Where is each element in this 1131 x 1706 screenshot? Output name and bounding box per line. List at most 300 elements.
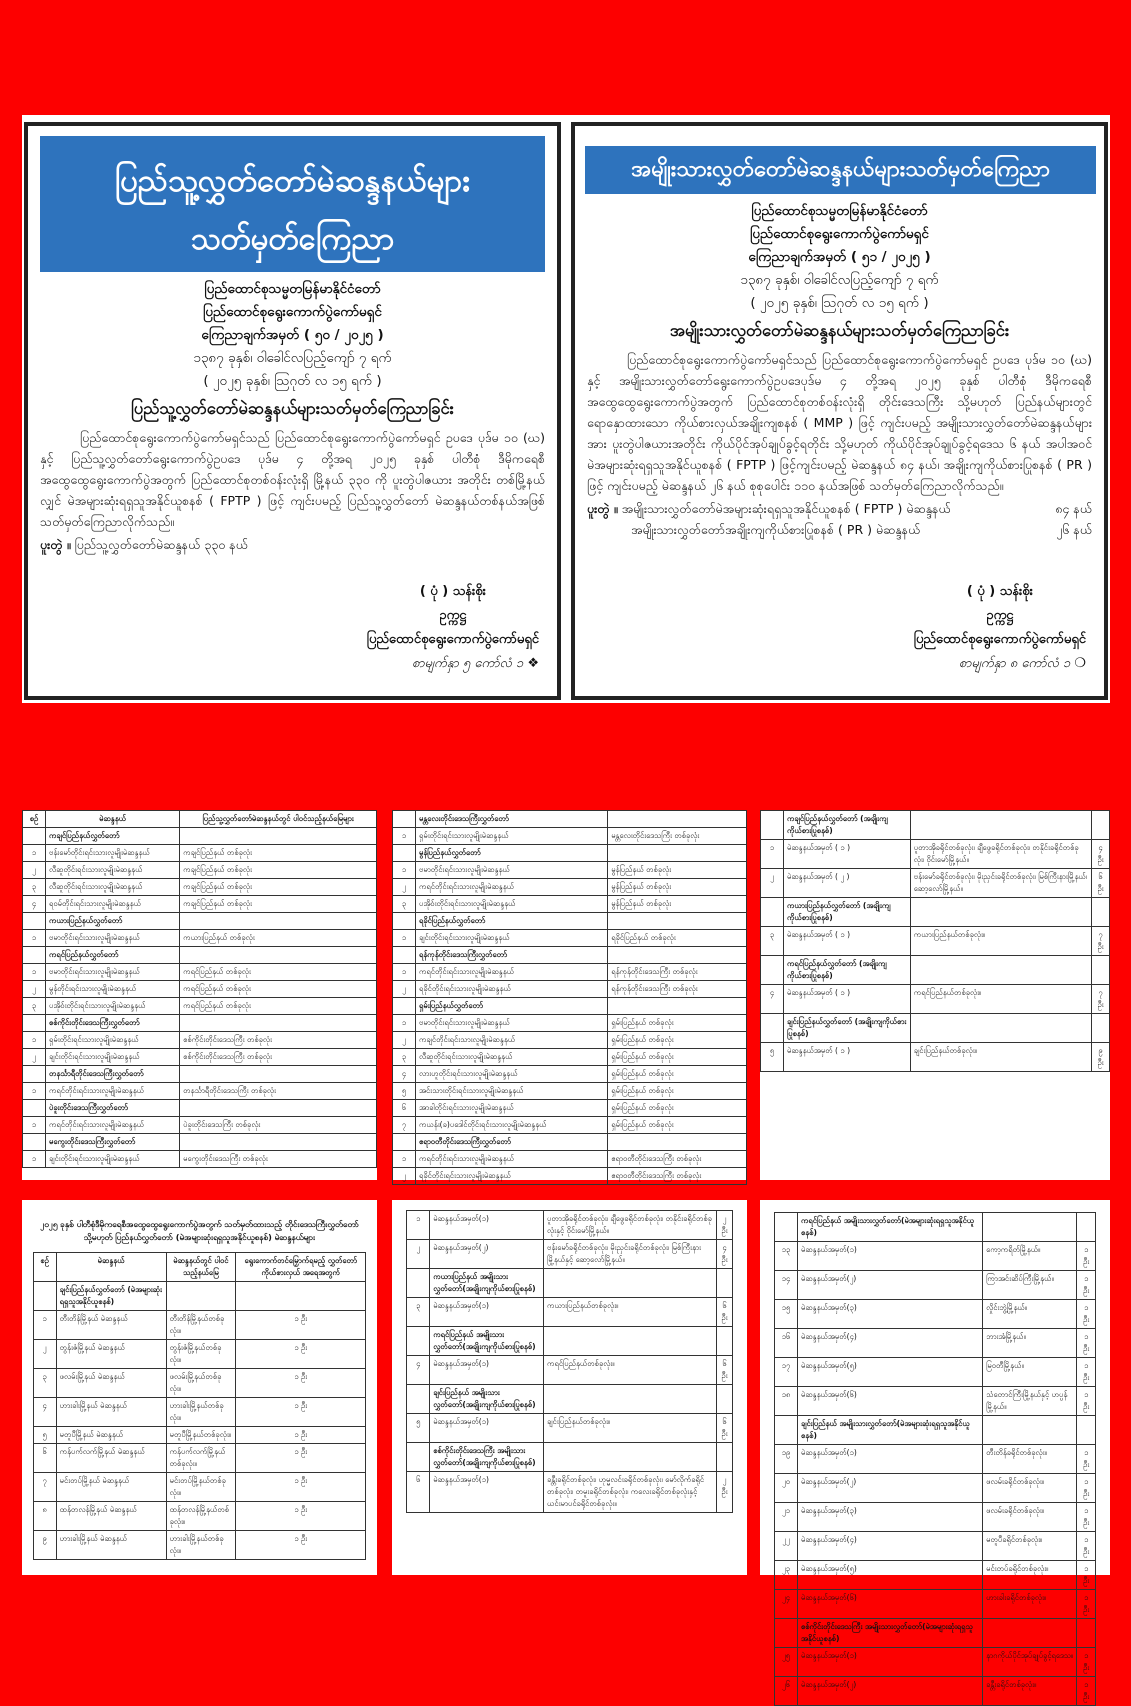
row-number-cell: ၁၄	[775, 1271, 798, 1300]
signer-title: ဥက္ကဋ္ဌ	[439, 608, 467, 623]
table-section-row	[23, 828, 377, 845]
table-cell: ကယန်း(ခ)ပဒေါင်တိုင်းရင်းသားလူမျိုးမဲဆန္ဒနယ်	[416, 1117, 608, 1134]
row-number-cell: ၅	[407, 1414, 430, 1443]
amyotha-pr-table-page	[392, 1200, 747, 1575]
table-title: ၂၀၂၅ ခုနှစ် ပါတီစုံဒီမိုကရေစီအထွေထွေရွေးကောက်ပွဲအတွက် သတ်မှတ်ထားသည့် တိုင်းဒေသကြီးလွှတ်တော် သို့မဟုတ် ပြည်နယ်လွှတ်တော် (မဲအများဆုံးရရှသူအနိုင်ယူစနစ်) မဲဆန္ဒနယ်များ	[40, 1219, 359, 1242]
constituency-table	[392, 810, 747, 1185]
table-cell	[1077, 1416, 1096, 1445]
table-cell	[910, 811, 1091, 840]
constituency-table	[22, 810, 377, 1168]
table-section-row	[775, 1416, 1096, 1445]
table-cell: မွန်ပြည်နယ် တစ်ခုလုံး	[608, 896, 747, 913]
table-cell: ကရင်ပြည်နယ် တစ်ခုလုံး	[180, 998, 377, 1015]
table-cell: ဖလမ်းခရိုင်တစ်ခုလုံး။	[983, 1474, 1077, 1503]
table-row	[393, 964, 747, 981]
table-cell: ရှမ်းပြည်နယ် တစ်ခုလုံး	[608, 1083, 747, 1100]
table-cell: ကယားပြည်နယ် အမျိုးသားလွှတ်တော်(အချိုးကျကိုယ်စားပြုစနစ်)	[430, 1269, 544, 1298]
table-cell: ရှမ်းပြည်နယ် တစ်ခုလုံး	[608, 1049, 747, 1066]
table-cell: ချင်းတိုင်းရင်းသားလူမျိုးမဲဆန္ဒနယ်	[46, 1151, 180, 1168]
table-cell	[910, 898, 1091, 927]
table-row	[33, 1311, 366, 1340]
table-cell: မင်းတပ်မြို့နယ် မဲဆန္ဒနယ်	[56, 1473, 166, 1502]
table-cell: ခန္တီးခရိုင်တစ်ခုလုံး၊ ဟုမ္မလင်းခရိုင်တစ်ခုလုံး၊ မော်လိုက်ခရိုင်တစ်ခုလုံး၊ တမူးခရိုင်တစ်ခုလုံး၊ ကလေးခရိုင်တစ်ခုလုံးနှင့် ယင်းမာပင်ခရိုင်တစ်ခုလုံး။	[544, 1472, 717, 1513]
row-number-cell	[407, 1443, 430, 1472]
row-number-cell: ၂၅	[775, 1648, 798, 1677]
banner-line: ပြည်သူ့လွှတ်တော်မဲဆန္ဒနယ်များ	[115, 163, 470, 199]
table-row	[761, 927, 1110, 956]
table-cell: ၇ ဦး	[1092, 927, 1110, 956]
table-row	[775, 1387, 1096, 1416]
row-number-cell: ၄	[761, 985, 784, 1014]
table-cell	[608, 1134, 747, 1151]
table-cell: ရန်ကုန်တိုင်းဒေသကြီး တစ်ခုလုံး	[608, 964, 747, 981]
row-number-cell: ၃	[407, 1298, 430, 1327]
table-cell	[608, 913, 747, 930]
table-row	[393, 1117, 747, 1134]
row-number-cell: ၁၆	[775, 1329, 798, 1358]
banner-line: သတ်မှတ်ကြေညာ	[190, 221, 395, 257]
row-number-cell	[23, 913, 46, 930]
notice-body: ပြည်ထောင်စုရွေးကောက်ပွဲကော်မရှင်သည် ပြည်ထောင်စုရွေးကောက်ပွဲကော်မရှင် ဥပဒေ ပုဒ်မ ၁၀ (ဃ) နှင့် ပြည်သူ့လွှတ်တော်ရွေးကောက်ပွဲဥပဒေ ပုဒ်မ ၄ တို့အရ ၂၀၂၅ ခုနှစ် ပါတီစုံ ဒီမိုကရေစီအထွေထွေရွေးကောက်ပွဲအတွက် ပြည်ထောင်စုတစ်ဝန်းလုံးရှိ မြို့နယ် ၃၃၀ ကို ပူးတွဲပါဇယား အတိုင်း တစ်မြို့နယ်လျှင် မဲအများဆုံးရရှသူအနိုင်ယူစနစ် ( FPTP ) ဖြင့် ကျင်းပမည့် ပြည်သူ့လွှတ်တော် မဲဆန္ဒနယ်တစ်နယ်အဖြစ် သတ်မှတ်ကြေညာလိုက်သည်။	[40, 430, 545, 529]
table-cell	[983, 1416, 1077, 1445]
table-cell: နာဂကိုယ်ပိုင်အုပ်ချုပ်ခွင့်ရဒေသ။	[983, 1648, 1077, 1677]
table-row	[775, 1590, 1096, 1619]
table-cell: မဲဆန္ဒနယ်အမှတ် ( ၂ )	[784, 869, 911, 898]
table-cell: ၆ ဦး	[717, 1356, 733, 1385]
table-section-row	[23, 1066, 377, 1083]
row-number-cell: ၅	[761, 1043, 784, 1072]
row-number-cell: ၅	[33, 1427, 56, 1444]
table-cell: စစ်ကိုင်းတိုင်းဒေသကြီး အမျိုးသားလွှတ်တော်(မဲအများဆုံးရရှသူအနိုင်ယူစနစ်)	[798, 1619, 983, 1648]
table-section-row	[775, 1619, 1096, 1648]
table-cell: ပဲခူးတိုင်းဒေသကြီး တစ်ခုလုံး	[180, 1117, 377, 1134]
table-row	[23, 1032, 377, 1049]
table-cell: လီဆူတိုင်းရင်းသားလူမျိုးမဲဆန္ဒနယ်	[416, 1049, 608, 1066]
table-row	[23, 879, 377, 896]
table-section-row	[761, 811, 1110, 840]
table-cell: ၁ ဦး	[1077, 1445, 1096, 1474]
table-header-row	[23, 811, 377, 828]
table-cell: မင်းတပ်ခရိုင်တစ်ခုလုံး။	[983, 1561, 1077, 1590]
table-row	[23, 930, 377, 947]
row-number-cell: ၃	[761, 927, 784, 956]
row-number-cell: ၄	[23, 896, 46, 913]
table-row	[23, 998, 377, 1015]
row-number-cell	[23, 1100, 46, 1117]
table-cell: ရှမ်းပြည်နယ် တစ်ခုလုံး	[608, 1100, 747, 1117]
table-cell: ချင်းပြည်နယ်တစ်ခုလုံး။	[544, 1414, 717, 1443]
table-cell: ကချင်ပြည်နယ်လွှတ်တော် (အချိုးကျကိုယ်စားပြုစနစ်)	[784, 811, 911, 840]
table-row	[393, 981, 747, 998]
table-row	[393, 1066, 747, 1083]
table-cell: ဟားခါးမြို့နယ် မဲဆန္ဒနယ်	[56, 1398, 166, 1427]
table-row	[23, 1117, 377, 1134]
table-cell: ၂ ဦး	[717, 1472, 733, 1513]
table-row	[33, 1444, 366, 1473]
table-cell: ကရင်ပြည်နယ် တစ်ခုလုံး	[180, 981, 377, 998]
table-cell	[236, 1282, 366, 1311]
table-cell: ဟားခါးမြို့နယ်တစ်ခုလုံး။	[166, 1531, 236, 1560]
header-line: ပြည်ထောင်စုသမ္မတမြန်မာနိုင်ငံတော်	[204, 281, 381, 297]
table-cell: ၁ ဦး	[236, 1531, 366, 1560]
table-header-row	[33, 1253, 366, 1282]
table-cell: မဲဆန္ဒနယ်အမှတ်(၁)	[430, 1472, 544, 1513]
row-number-cell: ၅	[393, 1083, 416, 1100]
table-cell: စစ်ကိုင်းတိုင်းဒေသကြီးလွှတ်တော်	[46, 1015, 180, 1032]
row-number-cell: ၃	[393, 896, 416, 913]
table-cell: ချင်းပြည်နယ်လွှတ်တော် (မဲအများဆုံးရရှသူအနိုင်ယူစနစ်)	[56, 1282, 166, 1311]
table-cell: စစ်ကိုင်းတိုင်းဒေသကြီး တစ်ခုလုံး	[180, 1032, 377, 1049]
row-number-cell: ၄	[33, 1398, 56, 1427]
table-cell: ဖလမ်းမြို့နယ်တစ်ခုလုံး။	[166, 1369, 236, 1398]
table-cell: ရှမ်းတိုင်းရင်းသားလူမျိုးမဲဆန္ဒနယ်	[416, 828, 608, 845]
table-cell: ရှမ်းပြည်နယ်လွှတ်တော်	[416, 998, 608, 1015]
table-section-row	[23, 947, 377, 964]
header-line: ပြည်ထောင်စုရွေးကောက်ပွဲကော်မရှင်	[750, 226, 929, 242]
row-number-cell: ၂	[407, 1240, 430, 1269]
pr-constituency-table	[760, 810, 1110, 1072]
row-number-cell: ၁	[33, 1311, 56, 1340]
table-cell: ထန်တလန်မြို့နယ် မဲဆန္ဒနယ်	[56, 1502, 166, 1531]
column-header: ရွေးကောက်တင်မြှောက်ရမည့် လွှတ်တော်ကိုယ်စားလှယ် အရေအတွက်	[236, 1253, 366, 1282]
table-cell	[1092, 898, 1110, 927]
table-cell: ၁ ဦး	[236, 1473, 366, 1502]
column-header: စဉ်	[23, 811, 46, 828]
table-cell	[717, 1269, 733, 1298]
header-line: ကြေညာချက်အမှတ် ( ၅၀ / ၂၀၂၅ )	[201, 327, 384, 343]
table-cell: ကချင်ပြည်နယ် တစ်ခုလုံး	[180, 862, 377, 879]
table-cell: ခန္တီးခရိုင်တစ်ခုလုံး။	[983, 1677, 1077, 1706]
table-section-row	[407, 1269, 733, 1298]
notice-total	[575, 496, 1104, 542]
table-cell: မကွေးတိုင်းဒေသကြီး တစ်ခုလုံး	[180, 1151, 377, 1168]
table-cell: ဧရာဝတီတိုင်းဒေသကြီးလွှတ်တော်	[416, 1134, 608, 1151]
row-number-cell	[23, 828, 46, 845]
table-cell: ဧရာဝတီတိုင်းဒေသကြီး တစ်ခုလုံး	[608, 1151, 747, 1168]
table-cell: ဗမာတိုင်းရင်းသားလူမျိုးမဲဆန္ဒနယ်	[46, 964, 180, 981]
table-row	[775, 1532, 1096, 1561]
signer-name: ( ပုံ ) သန်းစိုး	[966, 584, 1033, 599]
constituency-table-page-2	[392, 810, 747, 1180]
total-count: ၈၄ နယ်	[1055, 501, 1092, 516]
table-section-row	[393, 998, 747, 1015]
row-number-cell	[407, 1269, 430, 1298]
row-number-cell: ၁	[393, 1151, 416, 1168]
row-number-cell: ၁	[393, 1015, 416, 1032]
table-cell: ပူတာအိုခရိုင်တစ်ခုလုံး၊ ချီဖွေခရိုင်တစ်ခုလုံး၊ တနိုင်းခရိုင်တစ်ခုလုံး၊ ဝိုင်းမော်မြို့နယ်။	[910, 840, 1091, 869]
table-cell: ၆ ဦး	[1092, 869, 1110, 898]
table-cell: မဲဆန္ဒနယ်အမှတ်(၆)	[798, 1590, 983, 1619]
row-number-cell: ၆	[33, 1444, 56, 1473]
table-cell: ပဲခူးတိုင်းဒေသကြီးလွှတ်တော်	[46, 1100, 180, 1117]
row-number-cell: ၃	[393, 1049, 416, 1066]
row-number-cell: ၂	[393, 1168, 416, 1185]
row-number-cell	[761, 898, 784, 927]
table-section-row	[23, 1015, 377, 1032]
table-cell	[608, 947, 747, 964]
amyotha-fptp-table-page	[760, 1200, 1110, 1701]
table-cell: ကရင်တိုင်းရင်းသားလူမျိုးမဲဆန္ဒနယ်	[46, 1083, 180, 1100]
row-number-cell: ၁၇	[775, 1358, 798, 1387]
table-cell: တွန်းဇံမြို့နယ်တစ်ခုလုံး။	[166, 1340, 236, 1369]
table-cell	[608, 845, 747, 862]
region-state-table	[33, 1252, 367, 1560]
table-cell: မဲဆန္ဒနယ်အမှတ် ( ၁ )	[784, 985, 911, 1014]
table-cell: ကယားပြည်နယ်တစ်ခုလုံး။	[544, 1298, 717, 1327]
table-cell: ကြာအင်းဆိပ်ကြီးမြို့နယ်။	[983, 1271, 1077, 1300]
table-cell: ၁ ဦး	[1077, 1677, 1096, 1706]
table-cell: လီဆူတိုင်းရင်းသားလူမျိုးမဲဆန္ဒနယ်	[46, 879, 180, 896]
table-cell: မန္တလေးတိုင်းဒေသကြီး တစ်ခုလုံး	[608, 828, 747, 845]
table-row	[23, 1151, 377, 1168]
table-cell	[1092, 956, 1110, 985]
table-cell: တွန်းဇံမြို့နယ် မဲဆန္ဒနယ်	[56, 1340, 166, 1369]
table-section-row	[775, 1213, 1096, 1242]
table-cell: ၁ ဦး	[1077, 1300, 1096, 1329]
row-number-cell: ၂	[393, 1032, 416, 1049]
table-cell: ပအိုဝ်းတိုင်းရင်းသားလူမျိုးမဲဆန္ဒနယ်	[416, 896, 608, 913]
total-text: အမျိုးသားလွှတ်တော်မဲအများဆုံးရရှသူအနိုင်ယူစနစ် ( FPTP ) မဲဆန္ဒနယ်	[621, 501, 951, 516]
table-row	[407, 1240, 733, 1269]
table-cell: ၁ ဦး	[1077, 1503, 1096, 1532]
table-cell: ၆ ဦး	[717, 1414, 733, 1443]
table-cell: ရခိုင်ပြည်နယ်လွှတ်တော်	[416, 913, 608, 930]
table-cell: ချင်းတိုင်းရင်းသားလူမျိုးမဲဆန္ဒနယ်	[416, 930, 608, 947]
total-text: ပြည်သူ့လွှတ်တော်မဲဆန္ဒနယ် ၃၃၀ နယ်	[74, 537, 248, 552]
table-section-row	[393, 811, 747, 828]
table-row	[23, 964, 377, 981]
page-reference: စာမျက်နှာ ၈ ကော်လံ ၁ ❍	[958, 656, 1086, 671]
table-section-row	[23, 1100, 377, 1117]
table-cell: ကယားပြည်နယ်လွှတ်တော်	[46, 913, 180, 930]
table-cell: မဲဆန္ဒနယ်အမှတ်(၂)	[798, 1271, 983, 1300]
table-cell: ရှမ်းပြည်နယ် တစ်ခုလုံး	[608, 1066, 747, 1083]
table-cell: မဲဆန္ဒနယ်အမှတ်(၂)	[798, 1677, 983, 1706]
table-cell: ရန်ကုန်တိုင်းဒေသကြီးလွှတ်တော်	[416, 947, 608, 964]
total-label: ပူးတွဲ ။	[40, 537, 71, 552]
row-number-cell: ၂၆	[775, 1677, 798, 1706]
row-number-cell: ၁	[23, 845, 46, 862]
table-cell: မွန်တိုင်းရင်းသားလူမျိုးမဲဆန္ဒနယ်	[46, 981, 180, 998]
header-line: ( ၂၀၂၅ ခုနှစ်၊ ဩဂုတ် လ ၁၅ ရက် )	[750, 295, 929, 311]
table-row	[393, 879, 747, 896]
table-cell: ကချင်ပြည်နယ် တစ်ခုလုံး	[180, 845, 377, 862]
row-number-cell: ၂	[393, 981, 416, 998]
table-cell: ကချင်တိုင်းရင်းသားလူမျိုးမဲဆန္ဒနယ်	[416, 1032, 608, 1049]
row-number-cell	[761, 1014, 784, 1043]
table-cell: ရှမ်းတိုင်းရင်းသားလူမျိုးမဲဆန္ဒနယ်	[46, 1032, 180, 1049]
table-cell: ၁ ဦး	[1077, 1648, 1096, 1677]
table-section-row	[761, 956, 1110, 985]
table-cell: ဗမာတိုင်းရင်းသားလူမျိုးမဲဆန္ဒနယ်	[416, 1015, 608, 1032]
table-row	[33, 1427, 366, 1444]
row-number-cell	[393, 811, 416, 828]
table-cell: လားဟူတိုင်းရင်းသားလူမျိုးမဲဆန္ဒနယ်	[416, 1066, 608, 1083]
row-number-cell: ၁	[393, 828, 416, 845]
table-cell: ၇ ဦး	[1092, 985, 1110, 1014]
table-cell: ၁ ဦး	[1077, 1358, 1096, 1387]
table-cell	[544, 1443, 717, 1472]
total-label: ပူးတွဲ ။	[587, 501, 618, 516]
table-row	[33, 1340, 366, 1369]
row-number-cell: ၂၂	[775, 1532, 798, 1561]
pyithu-hluttaw-notice	[24, 122, 561, 700]
row-number-cell: ၂	[23, 862, 46, 879]
table-cell: မွန်ပြည်နယ် တစ်ခုလုံး	[608, 879, 747, 896]
notice-subtitle: ပြည်သူ့လွှတ်တော်မဲဆန္ဒနယ်များသတ်မှတ်ကြေညာခြင်း	[131, 399, 454, 418]
row-number-cell	[393, 1134, 416, 1151]
table-cell: ဧရာဝတီတိုင်းဒေသကြီး တစ်ခုလုံး	[608, 1168, 747, 1185]
table-cell: မဲဆန္ဒနယ်အမှတ်(၁)	[430, 1298, 544, 1327]
table-cell	[717, 1443, 733, 1472]
table-cell	[608, 998, 747, 1015]
table-cell	[910, 1014, 1091, 1043]
table-row	[393, 1168, 747, 1185]
header-line: ၁၃၈၇ ခုနှစ်၊ ဝါခေါင်လပြည့်ကျော် ၇ ရက်	[193, 350, 392, 366]
table-cell: ကချင်ပြည်နယ်လွှတ်တော်	[46, 828, 180, 845]
table-cell: ၁ ဦး	[1077, 1387, 1096, 1416]
constituency-table-page-1	[22, 810, 377, 1180]
row-number-cell: ၁	[407, 1211, 430, 1240]
table-cell: တီးတိန်မြို့နယ် မဲဆန္ဒနယ်	[56, 1311, 166, 1340]
table-cell: ကရင်ပြည်နယ် အမျိုးသားလွှတ်တော်(အချိုးကျကိုယ်စားပြုစနစ်)	[430, 1327, 544, 1356]
region-state-table-page	[22, 1200, 377, 1575]
table-cell: တနင်္သာရီတိုင်းဒေသကြီး တစ်ခုလုံး	[180, 1083, 377, 1100]
table-cell: အင်းသားတိုင်းရင်းသားလူမျိုးမဲဆန္ဒနယ်	[416, 1083, 608, 1100]
table-cell: ကရင်ပြည်နယ်တစ်ခုလုံး။	[910, 985, 1091, 1014]
table-cell: ၁ ဦး	[1077, 1474, 1096, 1503]
table-cell	[180, 1100, 377, 1117]
table-cell	[544, 1269, 717, 1298]
signer-name: ( ပုံ ) သန်းစိုး	[419, 584, 486, 599]
table-cell: မဲဆန္ဒနယ်အမှတ်(၁)	[430, 1356, 544, 1385]
table-row	[407, 1414, 733, 1443]
table-row	[407, 1211, 733, 1240]
table-row	[23, 1049, 377, 1066]
table-cell: မွန်ပြည်နယ် တစ်ခုလုံး	[608, 862, 747, 879]
table-row	[407, 1298, 733, 1327]
column-header: ပြည်သူ့လွှတ်တော်မဲဆန္ဒနယ်တွင် ပါဝင်သည့်နယ်မြေများ	[180, 811, 377, 828]
row-number-cell	[775, 1213, 798, 1242]
table-cell: ထန်တလန်မြို့နယ်တစ်ခုလုံး။	[166, 1502, 236, 1531]
table-row	[775, 1474, 1096, 1503]
table-cell: မဲဆန္ဒနယ်အမှတ်(၁)	[798, 1445, 983, 1474]
table-cell: မဲဆန္ဒနယ်အမှတ်(၆)	[798, 1387, 983, 1416]
table-row	[393, 896, 747, 913]
table-row	[775, 1561, 1096, 1590]
table-row	[23, 845, 377, 862]
table-cell: ဖလမ်းခရိုင်တစ်ခုလုံး။	[983, 1503, 1077, 1532]
notice-banner	[40, 136, 545, 272]
table-row	[393, 828, 747, 845]
table-cell: လီဆူတိုင်းရင်းသားလူမျိုးမဲဆန္ဒနယ်	[46, 862, 180, 879]
table-cell: ချင်းပြည်နယ် အမျိုးသားလွှတ်တော်(မဲအများဆုံးရရှသူအနိုင်ယူစနစ်)	[798, 1416, 983, 1445]
table-cell: လှိုင်းဘွဲ့မြို့နယ်။	[983, 1300, 1077, 1329]
table-cell: ဟားခါးမြို့နယ် မဲဆန္ဒနယ်	[56, 1531, 166, 1560]
header-line: ပြည်ထောင်စုရွေးကောက်ပွဲကော်မရှင်	[203, 304, 382, 320]
table-cell: ကရင်ပြည်နယ် အမျိုးသားလွှတ်တော်(မဲအများဆုံးရရှသူအနိုင်ယူစနစ်)	[798, 1213, 983, 1242]
table-cell: မဲဆန္ဒနယ်အမှတ်(၂)	[798, 1474, 983, 1503]
table-cell: မင်းတပ်မြို့နယ်တစ်ခုလုံး။	[166, 1473, 236, 1502]
row-number-cell: ၇	[393, 1117, 416, 1134]
table-cell: ၉ ဦး	[1092, 1043, 1110, 1072]
table-cell: ဗန်းမော်ခရိုင်တစ်ခုလုံး၊ မိုးညှင်းခရိုင်တစ်ခုလုံး၊ မြစ်ကြီးနားမြို့နယ်၊ ဆော့လော်မြို့နယ်။	[910, 869, 1091, 898]
row-number-cell	[23, 1066, 46, 1083]
table-cell: ဟားခါးခရိုင်တစ်ခုလုံး။	[983, 1590, 1077, 1619]
table-row	[775, 1300, 1096, 1329]
row-number-cell: ၁	[23, 1083, 46, 1100]
amyotha-pr-table	[406, 1210, 733, 1513]
table-cell	[1092, 1014, 1110, 1043]
row-number-cell: ၁၈	[775, 1387, 798, 1416]
table-cell: ၁ ဦး	[236, 1444, 366, 1473]
table-cell: မကွေးတိုင်းဒေသကြီးလွှတ်တော်	[46, 1134, 180, 1151]
amyotha-hluttaw-notice	[571, 122, 1108, 700]
table-row	[33, 1473, 366, 1502]
table-cell: ၁ ဦး	[236, 1340, 366, 1369]
table-cell: မြဝတီမြို့နယ်။	[983, 1358, 1077, 1387]
row-number-cell	[761, 956, 784, 985]
table-row	[33, 1531, 366, 1560]
table-section-row	[23, 913, 377, 930]
total-row	[587, 519, 1092, 540]
table-section-row	[407, 1385, 733, 1414]
table-row	[393, 930, 747, 947]
table-row	[393, 1032, 747, 1049]
table-cell: ချင်းပြည်နယ် အမျိုးသားလွှတ်တော်(အချိုးကျကိုယ်စားပြုစနစ်)	[430, 1385, 544, 1414]
row-number-cell: ၁၃	[775, 1242, 798, 1271]
row-number-cell: ၁	[393, 930, 416, 947]
pr-constituency-table-page	[760, 810, 1110, 1180]
table-cell: ၁ ဦး	[236, 1398, 366, 1427]
table-section-row	[761, 898, 1110, 927]
table-cell: ချင်းပြည်နယ်လွှတ်တော် (အချိုးကျကိုယ်စားပြုစနစ်)	[784, 1014, 911, 1043]
table-cell: မဲဆန္ဒနယ်အမှတ်(၃)	[798, 1300, 983, 1329]
table-cell: ကချင်ပြည်နယ် တစ်ခုလုံး	[180, 896, 377, 913]
table-row	[393, 862, 747, 879]
column-header: စဉ်	[33, 1253, 56, 1282]
table-cell: ရှမ်းပြည်နယ် တစ်ခုလုံး	[608, 1015, 747, 1032]
table-row	[775, 1445, 1096, 1474]
row-number-cell	[23, 1015, 46, 1032]
table-cell: ဘားအံမြို့နယ်။	[983, 1329, 1077, 1358]
row-number-cell: ၄	[393, 1066, 416, 1083]
table-cell: ကရင်ပြည်နယ်တစ်ခုလုံး။	[544, 1356, 717, 1385]
table-cell: ရခိုင်ပြည်နယ် တစ်ခုလုံး	[608, 930, 747, 947]
table-cell: ၆ ဦး	[717, 1298, 733, 1327]
table-cell: ချင်းတိုင်းရင်းသားလူမျိုးမဲဆန္ဒနယ်	[46, 1049, 180, 1066]
table-cell: မဲဆန္ဒနယ်အမှတ်(၃)	[798, 1503, 983, 1532]
row-number-cell: ၂	[761, 869, 784, 898]
table-row	[775, 1503, 1096, 1532]
row-number-cell: ၆	[393, 1100, 416, 1117]
table-section-row	[407, 1443, 733, 1472]
table-cell: ရခိုင်တိုင်းရင်းသားလူမျိုးမဲဆန္ဒနယ်	[416, 981, 608, 998]
table-row	[775, 1242, 1096, 1271]
table-cell	[166, 1282, 236, 1311]
table-cell: မွန်ပြည်နယ်လွှတ်တော်	[416, 845, 608, 862]
table-section-row	[393, 913, 747, 930]
row-number-cell: ၂၃	[775, 1561, 798, 1590]
row-number-cell	[407, 1327, 430, 1356]
table-cell: ပအိုဝ်းတိုင်းရင်းသားလူမျိုးမဲဆန္ဒနယ်	[46, 998, 180, 1015]
table-cell: ကန်ပက်လက်မြို့နယ် မဲဆန္ဒနယ်	[56, 1444, 166, 1473]
notice-subtitle: အမျိုးသားလွှတ်တော်မဲဆန္ဒနယ်များသတ်မှတ်ကြေညာခြင်း	[669, 321, 1010, 340]
page-reference: စာမျက်နှာ ၅ ကော်လံ ၁ ❖	[411, 656, 539, 671]
row-number-cell: ၁	[23, 930, 46, 947]
table-cell: ဗမာတိုင်းရင်းသားလူမျိုးမဲဆန္ဒနယ်	[46, 930, 180, 947]
table-row	[393, 1083, 747, 1100]
